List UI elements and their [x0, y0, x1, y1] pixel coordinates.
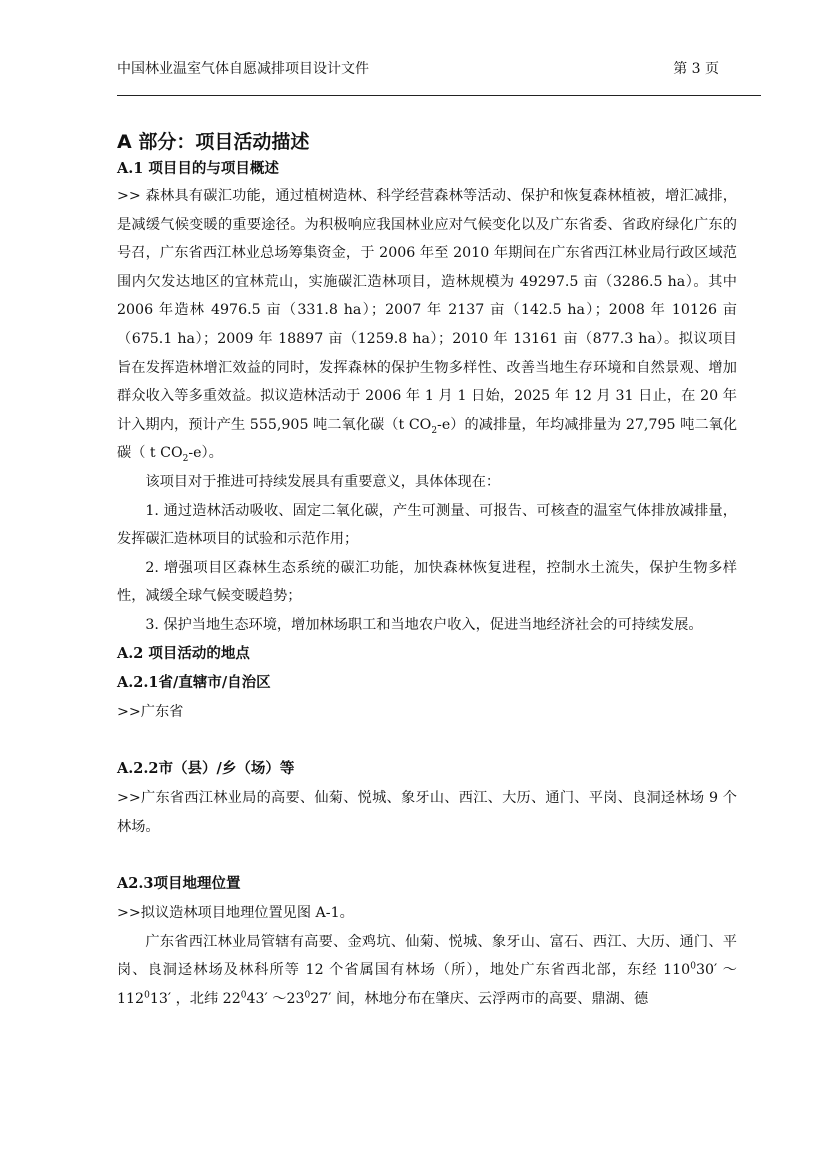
point-3: 3. 保护当地生态环境，增加林场职工和当地农户收入，促进当地经济社会的可持续发展。: [145, 616, 703, 633]
point-2: 2. 增强项目区森林生态系统的碳汇功能，加快森林恢复进程，控制水土流失，保护生物多样性，减缓全球气候变暖趋势；: [117, 559, 737, 605]
point-1: 1. 通过造林活动吸收、固定二氧化碳，产生可测量、可报告、可核查的温室气体排放减排量，发挥碳汇造林项目的试验和示范作用；: [117, 502, 737, 548]
a22-heading: A.2.2市（县）/乡（场）等: [117, 760, 295, 778]
a23-text: >>拟议造林项目地理位置见图 A-1。: [117, 905, 354, 922]
document-body: [117, 128, 737, 1014]
a1-paragraph: >> 森林具有碳汇功能，通过植树造林、科学经营森林等活动、保护和恢复森林植被，增汇减排，是减缓气候变暖的重要途径。为积极响应我国林业应对气候变化以及广东省委、省政府绿化广东的号召，广东省西江林业总场筹集资金，于 2006 年至 2010 年期间在广东省西江林业局行政区域范围内欠发达地区的宜林荒山，实施碳汇造林项目，造林规模为 49297.5 亩（3286.5 ha）。其中 2006 年造林 4976.5 亩（331.8 ha）；2007 年 2137 亩（142.5 ha）；2008 年 10126 亩（675.1 ha）；2009 年 18897 亩（1259.8 ha）；2010 年 13161 亩（877.3 ha）。拟议项目旨在发挥造林增汇效益的同时，发挥森林的保护生物多样性、改善当地生存环境和自然景观、增加群众收入等多重效益。拟议造林活动于 2006 年 1 月 1 日始，2025 年 12 月 31 日止，在 20 年计入期内，预计产生 555,905 吨二氧化碳（t $CO_2-e$）的减排量，年均减排量为 27,795 吨二氧化碳（ t $CO_2-e$）。: [117, 188, 738, 465]
header-title: 中国林业温室气体自愿减排项目设计文件: [117, 61, 369, 77]
a21-text: >>广东省: [117, 703, 184, 720]
a22-text: >>广东省西江林业局的高要、仙菊、悦城、象牙山、西江、大历、通门、平岗、良洞迳林场 9 个林场。: [117, 790, 737, 835]
significance-intro: 该项目对于推进可持续发展具有重要意义，具体体现在：: [145, 473, 501, 490]
section-a-heading: A 部分：项目活动描述: [117, 131, 310, 153]
page-number: 第 3 页: [673, 61, 719, 77]
a2-heading: A.2 项目活动的地点: [117, 644, 250, 662]
a21-heading: A.2.1省/直辖市/自治区: [117, 673, 271, 691]
a1-heading: A.1 项目目的与项目概述: [117, 160, 279, 177]
geo-paragraph: 广东省西江林业局管辖有高要、金鸡坑、仙菊、悦城、象牙山、富石、西江、大历、通门、平岗、良洞迳林场及林科所等 12 个省属国有林场（所），地处广东省西北部，东经 $110^030'$ $\sim 112^013'$ ，北纬 $22^043'$ $\sim 23^027'$ 间，林地分布在肇庆、云浮两市的高要、鼎湖、德: [117, 933, 737, 1008]
page-header: [117, 55, 761, 96]
a23-heading: A2.3项目地理位置: [117, 875, 241, 893]
